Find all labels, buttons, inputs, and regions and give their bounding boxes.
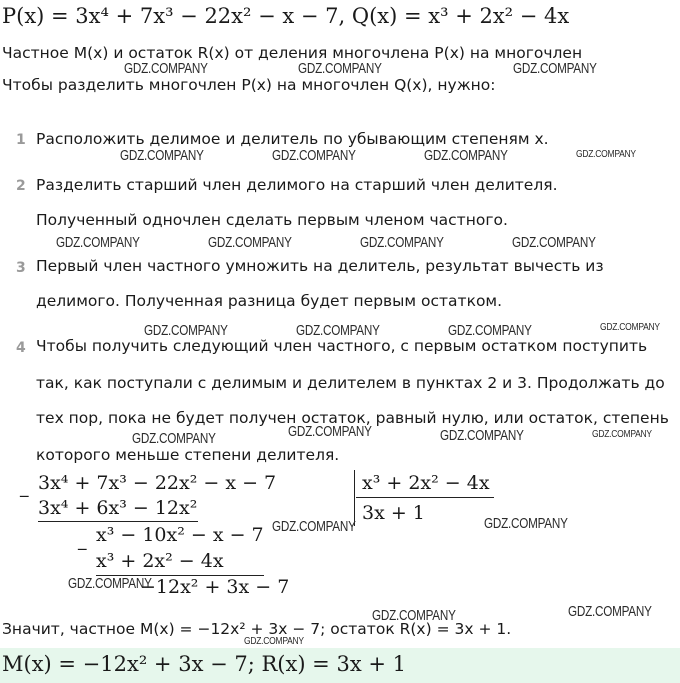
answer-box [0,648,680,683]
watermark: GDZ.COMPANY [448,322,532,339]
step-3-line-1: Первый член частного умножить на делитель, результат вычесть из [36,257,604,275]
first-subtrahend: 3x⁴ + 6x³ − 12x² [38,497,198,519]
step-2-line-1: Разделить старший член делимого на старший член делителя. [36,176,558,194]
watermark: GDZ.COMPANY [440,427,524,444]
watermark: GDZ.COMPANY [244,636,304,647]
minus-sign-2: _ [78,531,87,551]
answer-formula: M(x) = −12x² + 3x − 7; R(x) = 3x + 1 [2,652,406,676]
final-remainder: −12x² + 3x − 7 [140,576,290,598]
watermark: GDZ.COMPANY [513,60,597,77]
watermark: GDZ.COMPANY [144,322,228,339]
watermark: GDZ.COMPANY [512,234,596,251]
watermark: GDZ.COMPANY [208,234,292,251]
step-4-line-3: тех пор, пока не будет получен остаток, равный нулю, или остаток, степень [36,409,669,427]
watermark: GDZ.COMPANY [424,147,508,164]
second-subtrahend: x³ + 2x² − 4x [96,550,224,572]
conclusion-line: Значит, частное M(x) = −12x² + 3x − 7; остаток R(x) = 3x + 1. [2,620,512,638]
intro-line-1: Частное M(x) и остаток R(x) от деления многочлена P(x) на многочлен [2,44,583,62]
watermark: GDZ.COMPANY [272,147,356,164]
step-4-line-2: так, как поступали с делимым и делителем в пунктах 2 и 3. Продолжать до [36,374,665,392]
step-1-line-1: Расположить делимое и делитель по убывающим степеням x. [36,130,549,148]
watermark: GDZ.COMPANY [568,603,652,620]
division-underline-1 [38,521,198,522]
watermark: GDZ.COMPANY [132,430,216,447]
divisor: x³ + 2x² − 4x [362,472,490,494]
step-2-line-2: Полученный одночлен сделать первым членом частного. [36,211,508,229]
first-remainder: x³ − 10x² − x − 7 [96,524,264,546]
watermark: GDZ.COMPANY [592,429,652,440]
watermark: GDZ.COMPANY [576,149,636,160]
watermark: GDZ.COMPANY [484,515,568,532]
watermark: GDZ.COMPANY [124,60,208,77]
watermark: GDZ.COMPANY [296,322,380,339]
watermark: GDZ.COMPANY [56,234,140,251]
problem-formula: P(x) = 3x⁴ + 7x³ − 22x² − x − 7, Q(x) = x³ + 2x² − 4x [2,4,570,28]
step-2-number: 2 [16,178,26,194]
step-3-number: 3 [16,260,26,276]
minus-sign-1: _ [20,478,29,498]
step-3-line-2: делимого. Полученная разница будет первым остатком. [36,292,503,310]
watermark: GDZ.COMPANY [372,607,456,624]
watermark: GDZ.COMPANY [120,147,204,164]
watermark: GDZ.COMPANY [288,423,372,440]
step-4-number: 4 [16,340,26,356]
step-4-line-1: Чтобы получить следующий член частного, с первым остатком поступить [36,337,648,355]
divisor-underline [356,497,494,498]
dividend: 3x⁴ + 7x³ − 22x² − x − 7 [38,472,277,494]
intro-line-2: Чтобы разделить многочлен P(x) на многочлен Q(x), нужно: [2,76,496,94]
watermark: GDZ.COMPANY [272,518,356,535]
watermark: GDZ.COMPANY [68,575,152,592]
step-4-line-4: которого меньше степени делителя. [36,446,340,464]
watermark: GDZ.COMPANY [298,60,382,77]
watermark: GDZ.COMPANY [600,322,660,333]
watermark: GDZ.COMPANY [360,234,444,251]
quotient: 3x + 1 [362,502,425,524]
step-1-number: 1 [16,132,26,148]
